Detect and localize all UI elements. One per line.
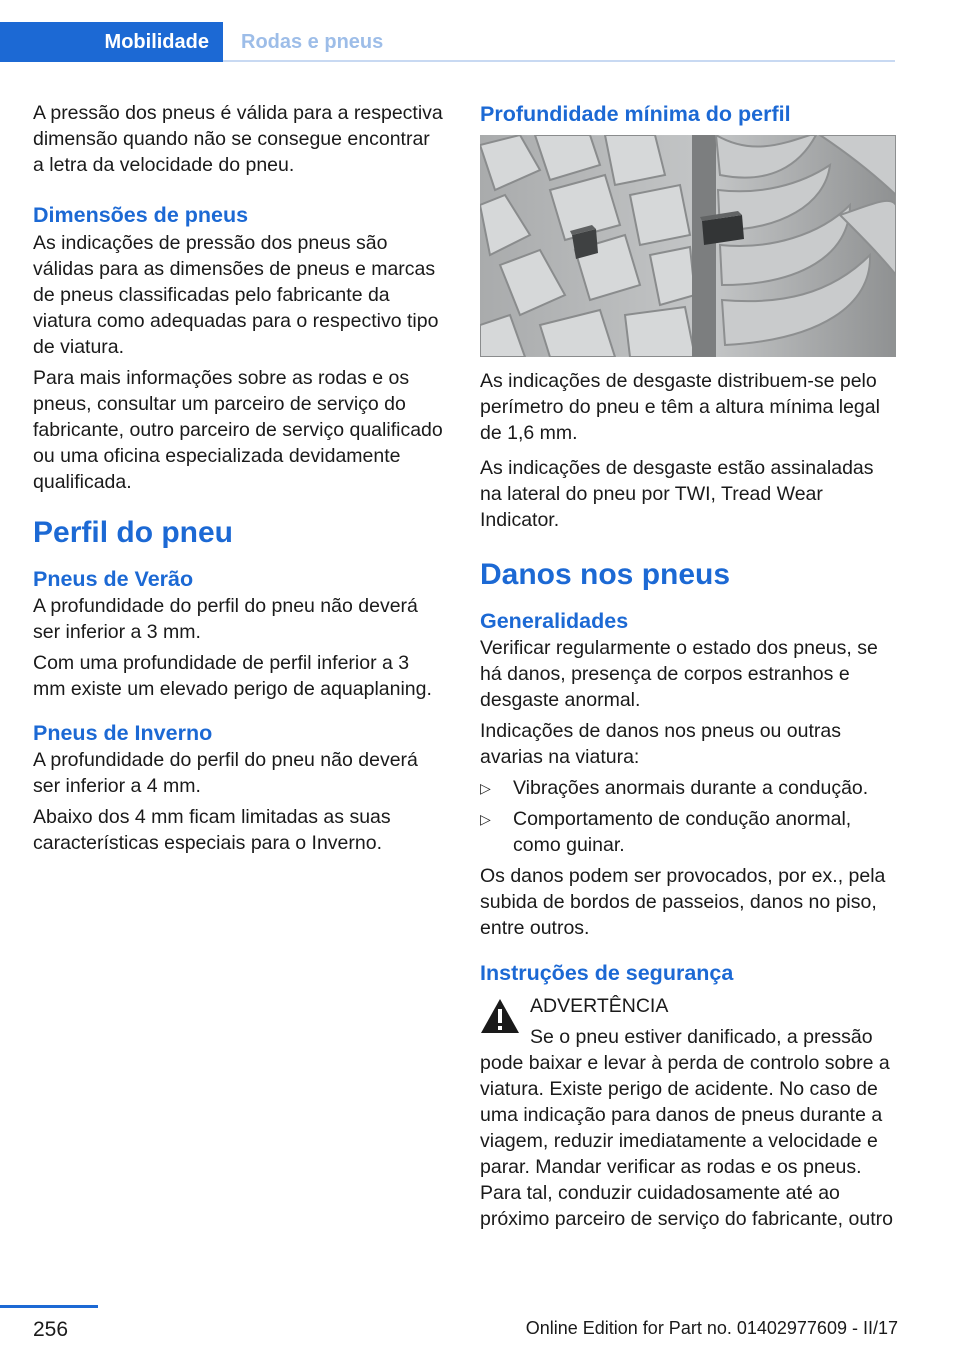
summer-tires-heading: Pneus de Verão bbox=[33, 567, 194, 591]
triangle-right-icon: ▷ bbox=[480, 811, 491, 827]
list-item: ▷ Comportamento de condução anormal, como guinar. bbox=[480, 808, 852, 856]
winter-tires-paragraph-1: A profundidade do perfil do pneu não deverá ser inferior a 4 mm. bbox=[33, 749, 418, 797]
summer-tires-paragraph-2: Com uma profundidade de perfil inferior a 3 mm existe um elevado perigo de aquaplaning. bbox=[33, 652, 432, 700]
section-tab: Mobilidade bbox=[0, 22, 223, 62]
warning-triangle-icon bbox=[480, 998, 520, 1034]
damage-signs-list bbox=[480, 775, 896, 858]
tire-dimensions-paragraph-2: Para mais informações sobre as rodas e os pneus, consultar um parceiro de serviço do fabricante, outro parceiro de serviço qualificado ou uma oficina especializada devidamente qualificada. bbox=[33, 367, 443, 493]
safety-instructions-heading: Instruções de segurança bbox=[480, 961, 734, 985]
tread-wear-indicator-photo bbox=[480, 135, 896, 357]
warning-text: pode baixar e levar à perda de controlo sobre a viatura. Existe perigo de acidente. No caso de uma indicação para danos de pneus durante a viagem, reduzir imediatamente a velocidade e parar. Mandar verificar as rodas e os pneus. Para tal, conduzir cuidadosamente até ao próximo parceiro de serviço do fabricante, outro bbox=[480, 1052, 893, 1230]
left-column bbox=[33, 100, 445, 856]
intro-paragraph: A pressão dos pneus é válida para a respectiva dimensão quando não se consegue encontrar a letra da velocidade do pneu. bbox=[33, 102, 443, 176]
edition-label: Online Edition for Part no. 01402977609 - II/17 bbox=[525, 1318, 898, 1338]
right-column bbox=[480, 100, 896, 1232]
chapter-tab: Rodas e pneus bbox=[241, 30, 384, 53]
tire-profile-title: Perfil do pneu bbox=[33, 516, 234, 549]
page-number: 256 bbox=[33, 1318, 69, 1341]
general-heading: Generalidades bbox=[480, 609, 629, 633]
triangle-right-icon: ▷ bbox=[480, 780, 491, 796]
min-tread-paragraph-2: As indicações de desgaste estão assinaladas na lateral do pneu por TWI, Tread Wear Indicator. bbox=[480, 457, 874, 531]
list-item: ▷ Vibrações anormais durante a condução. bbox=[480, 777, 869, 799]
warning-block bbox=[480, 993, 896, 1232]
warning-lead: Se o pneu estiver danificado, a pressão bbox=[530, 1026, 873, 1048]
page-header bbox=[0, 0, 960, 62]
min-tread-depth-heading: Profundidade mínima do perfil bbox=[480, 102, 791, 126]
tire-dimensions-paragraph-1: As indicações de pressão dos pneus são válidas para as dimensões de pneus e marcas de pneus classificadas pelo fabricante da viatura como adequadas para o respectivo tipo de viatura. bbox=[33, 232, 439, 358]
summer-tires-paragraph-1: A profundidade do perfil do pneu não deverá ser inferior a 3 mm. bbox=[33, 595, 418, 643]
warning-title: ADVERTÊNCIA bbox=[530, 995, 669, 1017]
footer-rule bbox=[0, 1305, 98, 1308]
general-paragraph-2: Indicações de danos nos pneus ou outras avarias na viatura: bbox=[480, 720, 842, 768]
general-paragraph-3: Os danos podem ser provocados, por ex., pela subida de bordos de passeios, danos no piso, entre outros. bbox=[480, 865, 886, 939]
tire-damage-title: Danos nos pneus bbox=[480, 558, 731, 591]
header-rule bbox=[223, 60, 895, 62]
min-tread-paragraph-1: As indicações de desgaste distribuem-se pelo perímetro do pneu e têm a altura mínima legal de 1,6 mm. bbox=[480, 370, 880, 444]
winter-tires-paragraph-2: Abaixo dos 4 mm ficam limitadas as suas características especiais para o Inverno. bbox=[33, 806, 391, 854]
tire-dimensions-heading: Dimensões de pneus bbox=[33, 203, 249, 227]
winter-tires-heading: Pneus de Inverno bbox=[33, 721, 213, 745]
general-paragraph-1: Verificar regularmente o estado dos pneus, se há danos, presença de corpos estranhos e desgaste anormal. bbox=[480, 637, 878, 711]
